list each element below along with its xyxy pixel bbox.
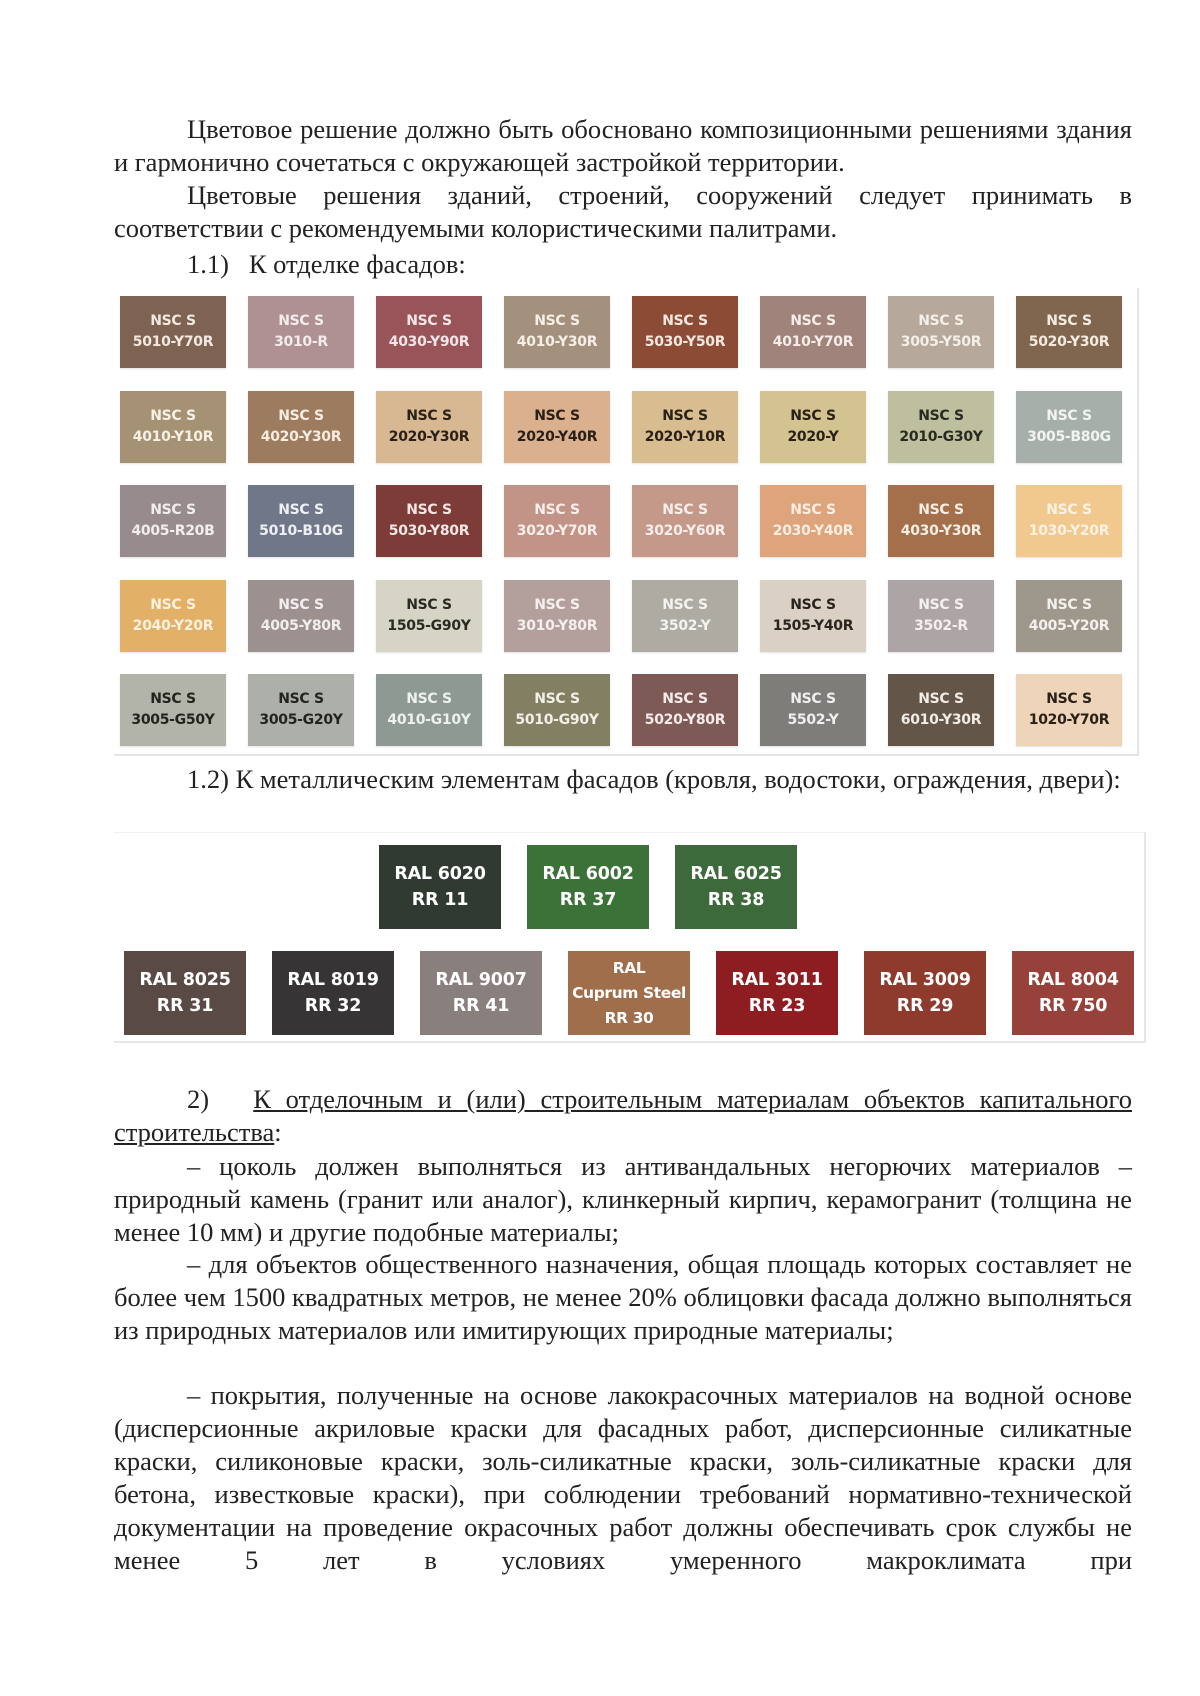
nsc-swatch: [504, 580, 610, 652]
nsc-swatch-code: 1505-Y40R: [772, 617, 854, 634]
nsc-swatch-code: 1505-G90Y: [387, 617, 471, 634]
ral-swatch-line2: Cuprum Steel: [572, 983, 686, 1002]
nsc-swatch-code: 3010-Y80R: [516, 617, 598, 634]
nsc-swatch: [1016, 674, 1122, 746]
nsc-swatch: [248, 674, 354, 746]
nsc-swatch-prefix: NSC S: [1046, 596, 1092, 613]
nsc-swatch-prefix: NSC S: [790, 596, 836, 613]
nsc-swatch-code: 3005-G20Y: [259, 712, 343, 728]
nsc-swatch: [888, 580, 994, 652]
nsc-swatch: [760, 580, 866, 652]
nsc-swatch-prefix: NSC S: [790, 407, 836, 424]
nsc-swatch-prefix: NSC S: [662, 407, 708, 424]
nsc-swatch: [376, 485, 482, 557]
nsc-swatch-code: 4005-Y20R: [1028, 617, 1110, 634]
nsc-swatch: [376, 674, 482, 746]
nsc-swatch-prefix: NSC S: [918, 407, 964, 424]
nsc-swatch-code: 2020-Y30R: [388, 428, 470, 445]
nsc-swatch-code: 5030-Y50R: [644, 334, 726, 350]
nsc-swatch: [632, 296, 738, 368]
nsc-swatch: [1016, 485, 1122, 557]
nsc-swatch: [248, 485, 354, 557]
nsc-swatch-code: 2030-Y40R: [772, 523, 854, 539]
nsc-swatch-code: 5010-B10G: [259, 523, 343, 539]
nsc-swatch-code: 4030-Y90R: [388, 334, 470, 350]
ral-swatch: [568, 951, 690, 1035]
section-2-number: 2): [187, 1084, 210, 1114]
nsc-swatch: [376, 391, 482, 463]
nsc-swatch-code: 4010-Y10R: [132, 428, 214, 445]
ral-swatch-line1: RAL 8025: [139, 970, 231, 990]
nsc-swatch-code: 3005-B80G: [1027, 428, 1111, 445]
nsc-swatch-prefix: NSC S: [150, 596, 196, 613]
nsc-swatch-prefix: NSC S: [790, 313, 836, 329]
subsection-1-2: 1.2) К металлическим элементам фасадов (кровля, водостоки, ограждения, двери):: [187, 764, 1121, 794]
paragraph-public-buildings: – для объектов общественного назначения, общая площадь которых составляет не более чем 1500 квадратных метров, не менее 20% облицовки фасада должно выполняться из природных материалов или имитирующих природные материалы;: [114, 1249, 1132, 1345]
subsection-1-1-title: К отделке фасадов:: [248, 249, 466, 279]
nsc-swatch: [248, 580, 354, 652]
paragraph-color-palettes: Цветовые решения зданий, строений, сооружений следует принимать в соответствии с рекомендуемыми колористическими палитрами.: [114, 180, 1132, 243]
nsc-swatch-code: 5030-Y80R: [388, 523, 470, 539]
nsc-swatch: [120, 674, 226, 746]
ral-swatch-line1: RAL 3011: [731, 970, 823, 990]
nsc-swatch-code: 4030-Y30R: [900, 523, 982, 539]
nsc-swatch-prefix: NSC S: [662, 596, 708, 613]
nsc-swatch: [376, 580, 482, 652]
ral-swatch: [527, 845, 649, 929]
nsc-swatch-code: 3020-Y60R: [644, 523, 726, 539]
nsc-swatch-prefix: NSC S: [790, 691, 836, 707]
nsc-swatch-code: 2020-Y: [787, 428, 839, 445]
ral-swatch: [716, 951, 838, 1035]
nsc-swatch-prefix: NSC S: [150, 691, 196, 707]
nsc-swatch-code: 3010-R: [274, 334, 328, 350]
ral-swatch: [124, 951, 246, 1035]
nsc-swatch: [888, 296, 994, 368]
nsc-swatch-code: 2020-Y40R: [516, 428, 598, 445]
nsc-swatch-prefix: NSC S: [406, 691, 452, 707]
paragraph-plinth: – цоколь должен выполняться из антивандальных негорючих материалов – природный камень (гранит или аналог), клинкерный кирпич, керамогранит (толщина не менее 10 мм) и другие подобные материалы;: [114, 1151, 1132, 1247]
paragraph-coatings: – покрытия, полученные на основе лакокрасочных материалов на водной основе (дисперсионные акриловые краски для фасадных работ, дисперсионные силикатные краски, силиконовые краски, золь-силикатные краски, золь-силикатные краски для бетона, известковые краски), при соблюдении требований нормативно-технической документации на проведение окрасочных работ должны обеспечивать срок службы не менее 5 лет в условиях умеренного макроклимата при: [114, 1380, 1132, 1575]
ral-swatch: [1012, 951, 1134, 1035]
nsc-swatch-code: 3020-Y70R: [516, 523, 598, 539]
nsc-swatch: [760, 296, 866, 368]
nsc-swatch-prefix: NSC S: [534, 691, 580, 707]
section-2-colon: :: [274, 1117, 282, 1147]
ral-swatch-line1: RAL 3009: [879, 970, 971, 990]
nsc-swatch: [1016, 391, 1122, 463]
nsc-swatch: [760, 674, 866, 746]
nsc-swatch-prefix: NSC S: [150, 313, 196, 329]
nsc-swatch-code: 3502-R: [914, 617, 968, 634]
nsc-swatch-prefix: NSC S: [278, 596, 324, 613]
nsc-swatch-code: 2010-G30Y: [899, 428, 983, 445]
nsc-swatch-prefix: NSC S: [1046, 691, 1092, 707]
nsc-swatch-prefix: NSC S: [534, 502, 580, 518]
nsc-swatch-code: 1020-Y70R: [1028, 712, 1110, 728]
nsc-swatch-code: 3005-G50Y: [131, 712, 215, 728]
nsc-swatch: [120, 391, 226, 463]
nsc-swatch: [632, 391, 738, 463]
nsc-swatch: [760, 391, 866, 463]
nsc-swatch-prefix: NSC S: [278, 691, 324, 707]
nsc-swatch-prefix: NSC S: [278, 502, 324, 518]
nsc-swatch-prefix: NSC S: [406, 502, 452, 518]
nsc-swatch-prefix: NSC S: [918, 502, 964, 518]
nsc-swatch: [632, 580, 738, 652]
ral-swatch-line2: RR 23: [748, 996, 806, 1016]
ral-swatch-line3: RR 30: [604, 1008, 654, 1027]
subsection-1-1: [114, 248, 1132, 281]
ral-swatch: [379, 845, 501, 929]
section-2-heading: [114, 1083, 1132, 1149]
nsc-swatch-prefix: NSC S: [278, 407, 324, 424]
ral-swatch: [864, 951, 986, 1035]
ral-swatch-line2: RR 31: [156, 996, 214, 1016]
nsc-swatch: [632, 674, 738, 746]
nsc-swatch-code: 4010-G10Y: [387, 712, 471, 728]
nsc-swatch-prefix: NSC S: [534, 407, 580, 424]
paragraph-color-justification: Цветовое решение должно быть обосновано композиционными решениями здания и гармонично сочетаться с окружающей застройкой территории.: [114, 114, 1132, 177]
ral-swatch: [420, 951, 542, 1035]
ral-swatch-line1: RAL 6020: [394, 864, 486, 884]
nsc-swatch-prefix: NSC S: [1046, 407, 1092, 424]
ral-swatch: [675, 845, 797, 929]
nsc-swatch-code: 5020-Y30R: [1028, 334, 1110, 350]
ral-swatch-line1: RAL 8019: [287, 970, 379, 990]
nsc-swatch: [504, 485, 610, 557]
ral-swatch-line2: RR 29: [896, 996, 954, 1016]
ral-swatch-line2: RR 41: [452, 996, 510, 1016]
ral-swatch-line2: RR 750: [1038, 996, 1108, 1016]
nsc-swatch-code: 5502-Y: [787, 712, 839, 728]
nsc-swatch: [1016, 296, 1122, 368]
nsc-swatch-code: 4005-Y80R: [260, 617, 342, 634]
nsc-swatch-code: 4005-R20B: [131, 523, 215, 539]
nsc-swatch-prefix: NSC S: [406, 313, 452, 329]
ral-swatch-line1: RAL: [612, 958, 646, 977]
nsc-swatch-prefix: NSC S: [918, 313, 964, 329]
nsc-swatch: [120, 296, 226, 368]
nsc-swatch-code: 6010-Y30R: [900, 712, 982, 728]
nsc-swatch: [632, 485, 738, 557]
nsc-swatch-code: 3005-Y50R: [900, 334, 982, 350]
nsc-swatch: [888, 391, 994, 463]
nsc-swatch: [888, 485, 994, 557]
nsc-palette: [114, 288, 1139, 756]
nsc-swatch: [120, 580, 226, 652]
nsc-swatch-prefix: NSC S: [150, 502, 196, 518]
ral-swatch-line2: RR 32: [304, 996, 362, 1016]
nsc-swatch-code: 1030-Y20R: [1028, 523, 1110, 539]
nsc-swatch: [248, 391, 354, 463]
ral-palette: [114, 832, 1146, 1043]
nsc-swatch-prefix: NSC S: [534, 596, 580, 613]
nsc-swatch-prefix: NSC S: [662, 502, 708, 518]
nsc-swatch: [504, 296, 610, 368]
nsc-swatch-prefix: NSC S: [406, 596, 452, 613]
nsc-swatch-grid: [120, 296, 1122, 746]
ral-swatch-line2: RR 37: [559, 890, 617, 910]
nsc-swatch-code: 2040-Y20R: [132, 617, 214, 634]
nsc-swatch-prefix: NSC S: [1046, 313, 1092, 329]
nsc-swatch-code: 2020-Y10R: [644, 428, 726, 445]
nsc-swatch-prefix: NSC S: [918, 691, 964, 707]
ral-swatch: [272, 951, 394, 1035]
nsc-swatch: [248, 296, 354, 368]
nsc-swatch: [888, 674, 994, 746]
nsc-swatch-prefix: NSC S: [1046, 502, 1092, 518]
ral-swatch-line2: RR 38: [707, 890, 765, 910]
nsc-swatch-prefix: NSC S: [662, 691, 708, 707]
ral-swatch-line1: RAL 6002: [542, 864, 634, 884]
nsc-swatch-prefix: NSC S: [278, 313, 324, 329]
nsc-swatch: [120, 485, 226, 557]
nsc-swatch: [504, 391, 610, 463]
ral-swatch-line1: RAL 6025: [690, 864, 782, 884]
nsc-swatch: [1016, 580, 1122, 652]
nsc-swatch-prefix: NSC S: [790, 502, 836, 518]
nsc-swatch-prefix: NSC S: [918, 596, 964, 613]
nsc-swatch-code: 4020-Y30R: [260, 428, 342, 445]
nsc-swatch-code: 5010-Y70R: [132, 334, 214, 350]
nsc-swatch-prefix: NSC S: [662, 313, 708, 329]
nsc-swatch: [376, 296, 482, 368]
nsc-swatch-prefix: NSC S: [406, 407, 452, 424]
nsc-swatch-code: 5020-Y80R: [644, 712, 726, 728]
ral-swatch-line1: RAL 8004: [1027, 970, 1119, 990]
nsc-swatch-code: 3502-Y: [659, 617, 711, 634]
ral-swatch-line1: RAL 9007: [435, 970, 527, 990]
nsc-swatch-code: 5010-G90Y: [515, 712, 599, 728]
nsc-swatch-code: 4010-Y30R: [516, 334, 598, 350]
nsc-swatch-code: 4010-Y70R: [772, 334, 854, 350]
section-2-title: К отделочным и (или) строительным материалам объектов капитального строительства: [114, 1084, 1132, 1147]
nsc-swatch-prefix: NSC S: [534, 313, 580, 329]
ral-swatch-line2: RR 11: [411, 890, 469, 910]
nsc-swatch: [504, 674, 610, 746]
nsc-swatch: [760, 485, 866, 557]
nsc-swatch-prefix: NSC S: [150, 407, 196, 424]
subsection-1-1-number: 1.1): [187, 249, 229, 279]
